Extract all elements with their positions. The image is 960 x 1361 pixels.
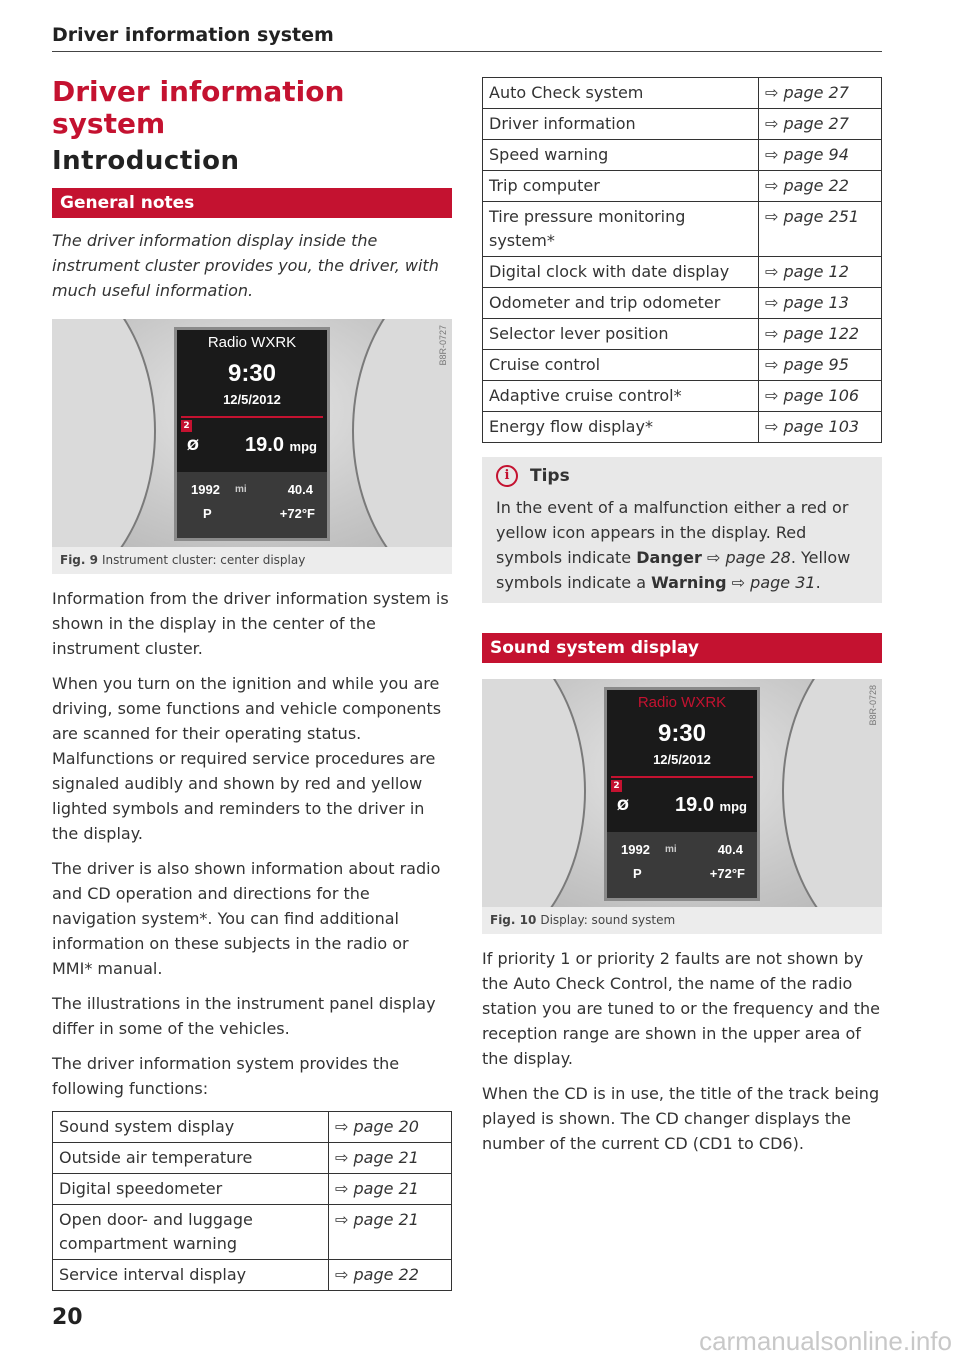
header-rule — [52, 51, 882, 52]
odometer-unit: mi — [665, 844, 677, 855]
page-reference[interactable]: ⇨ page 251 — [759, 202, 882, 257]
table-row — [483, 350, 882, 381]
tips-text — [496, 495, 868, 595]
priority-badge: 2 — [181, 420, 192, 432]
clock-time: 9:30 — [657, 720, 707, 747]
odometer: 1992 — [621, 842, 650, 857]
table-row — [483, 319, 882, 350]
outside-temperature: +72°F — [279, 506, 315, 521]
odometer: 1992 — [191, 482, 220, 497]
function-name: Driver information — [483, 109, 759, 140]
page-reference[interactable]: ⇨ page 27 — [759, 109, 882, 140]
average-icon: Ø — [617, 798, 629, 814]
table-row — [483, 412, 882, 443]
right-column — [482, 77, 882, 1166]
page-reference[interactable]: ⇨ page 122 — [759, 319, 882, 350]
trip-odometer: 40.4 — [287, 482, 313, 497]
chapter-title: Driver information system — [52, 75, 345, 140]
general-notes-bar: General notes — [52, 188, 452, 218]
functions-table-left — [52, 1111, 452, 1291]
page-reference[interactable]: ⇨ page 95 — [759, 350, 882, 381]
paragraph: When you turn on the ignition and while you are driving, some functions and vehicle components are scanned for their operating status. Malfunctions or required service procedures are signaled audibly and shown by red and yellow lighted symbols and reminders to the driver in the display. — [52, 674, 442, 843]
paragraph: The driver information system provides the following functions: — [52, 1054, 400, 1098]
display-bottom-panel — [607, 832, 757, 898]
sound-display-illustration — [482, 679, 882, 907]
figure-id: B8R-0727 — [438, 325, 448, 366]
mpg-value: 19.0 — [245, 434, 284, 456]
page-reference[interactable]: ⇨ page 94 — [759, 140, 882, 171]
function-name: Odometer and trip odometer — [483, 288, 759, 319]
average-icon: Ø — [187, 438, 199, 454]
function-name: Outside air temperature — [53, 1143, 329, 1174]
table-row — [483, 109, 882, 140]
mpg-unit: mpg — [719, 799, 747, 814]
mpg-unit: mpg — [289, 439, 317, 454]
figure-10 — [482, 679, 882, 934]
figure-caption-text: Display: sound system — [540, 913, 676, 927]
red-divider — [611, 776, 753, 778]
sound-system-bar: Sound system display — [482, 633, 882, 663]
tips-title: Tips — [530, 466, 570, 486]
gear-indicator: P — [633, 866, 642, 881]
function-name: Tire pressure monitoring system* — [483, 202, 759, 257]
radio-station: Radio WXRK — [207, 334, 297, 351]
tips-box — [482, 457, 882, 603]
function-name: Digital clock with date display — [483, 257, 759, 288]
figure-number: Fig. 9 — [60, 553, 98, 567]
red-divider — [181, 416, 323, 418]
intro-text: The driver information display inside the instrument cluster provides you, the driver, with much useful information. — [52, 231, 439, 300]
center-display — [174, 327, 330, 541]
right-gauge — [352, 319, 452, 547]
odometer-unit: mi — [235, 484, 247, 495]
center-display — [604, 687, 760, 901]
tips-text-1: In the event of a malfunction either a red or yellow icon appears in the display. Red symbols indicate — [496, 498, 849, 567]
watermark: carmanualsonline.info — [699, 1326, 952, 1356]
tips-text-3: . — [815, 573, 821, 592]
running-header: Driver information system — [52, 24, 334, 46]
paragraph: The driver is also shown information about radio and CD operation and directions for the navigation system*. You can find additional information on these subjects in the radio or MMI* manual. — [52, 859, 441, 978]
left-gauge — [52, 319, 156, 547]
left-column — [52, 72, 452, 1291]
function-name: Adaptive cruise control* — [483, 381, 759, 412]
table-row — [483, 171, 882, 202]
info-icon: i — [496, 465, 518, 487]
figure-caption — [482, 907, 882, 934]
function-name: Cruise control — [483, 350, 759, 381]
figure-id: B8R-0728 — [868, 685, 878, 726]
paragraph: Information from the driver information system is shown in the display in the center of the instrument cluster. — [52, 589, 449, 658]
tips-header — [496, 465, 868, 487]
table-row — [483, 140, 882, 171]
table-row — [53, 1260, 452, 1291]
tips-text-2: . Yellow symbols indicate a — [496, 548, 851, 592]
paragraph: If priority 1 or priority 2 faults are not shown by the Auto Check Control, the name of the radio station you are tuned to or the frequency and the reception range are shown in the upper area of the display. — [482, 949, 880, 1068]
table-row — [53, 1205, 452, 1260]
outside-temperature: +72°F — [709, 866, 745, 881]
paragraph: When the CD is in use, the title of the track being played is shown. The CD changer displays the number of the current CD (CD1 to CD6). — [482, 1084, 880, 1153]
function-name: Sound system display — [53, 1112, 329, 1143]
page-reference[interactable]: ⇨ page 12 — [759, 257, 882, 288]
function-name: Selector lever position — [483, 319, 759, 350]
page-reference[interactable]: ⇨ page 21 — [329, 1205, 452, 1260]
section-title: Introduction — [52, 146, 240, 176]
clock-date: 12/5/2012 — [223, 392, 281, 407]
danger-label: Danger — [636, 548, 702, 567]
figure-number: Fig. 10 — [490, 913, 537, 927]
warning-label: Warning — [651, 573, 727, 592]
priority-badge: 2 — [611, 780, 622, 792]
function-name: Service interval display — [53, 1260, 329, 1291]
page-reference[interactable]: ⇨ page 21 — [329, 1174, 452, 1205]
figure-caption — [52, 547, 452, 574]
clock-time: 9:30 — [227, 360, 277, 387]
fuel-consumption — [675, 794, 747, 817]
table-row — [483, 257, 882, 288]
radio-station: Radio WXRK — [637, 694, 727, 711]
page-reference[interactable]: ⇨ page 22 — [759, 171, 882, 202]
page-number: 20 — [52, 1305, 83, 1330]
mpg-value: 19.0 — [675, 794, 714, 816]
fuel-consumption — [245, 434, 317, 457]
page-reference[interactable]: ⇨ page 21 — [329, 1143, 452, 1174]
functions-table-right — [482, 77, 882, 443]
function-name: Trip computer — [483, 171, 759, 202]
function-name: Energy flow display* — [483, 412, 759, 443]
page-reference[interactable]: ⇨ page 106 — [759, 381, 882, 412]
danger-page-ref[interactable]: ⇨ page 28 — [701, 548, 791, 567]
table-row — [483, 202, 882, 257]
warning-page-ref[interactable]: ⇨ page 31 — [726, 573, 816, 592]
page-reference[interactable]: ⇨ page 103 — [759, 412, 882, 443]
trip-odometer: 40.4 — [717, 842, 743, 857]
gear-indicator: P — [203, 506, 212, 521]
table-row — [53, 1174, 452, 1205]
page-reference[interactable]: ⇨ page 27 — [759, 78, 882, 109]
function-name: Speed warning — [483, 140, 759, 171]
instrument-cluster-illustration — [52, 319, 452, 547]
page-reference[interactable]: ⇨ page 13 — [759, 288, 882, 319]
figure-caption-text: Instrument cluster: center display — [102, 553, 306, 567]
table-row — [53, 1112, 452, 1143]
clock-date: 12/5/2012 — [653, 752, 711, 767]
right-gauge — [782, 679, 882, 907]
table-row — [53, 1143, 452, 1174]
paragraph: The illustrations in the instrument panel display differ in some of the vehicles. — [52, 994, 436, 1038]
page-reference[interactable]: ⇨ page 20 — [329, 1112, 452, 1143]
table-row — [483, 78, 882, 109]
function-name: Open door- and luggage compartment warning — [53, 1205, 329, 1260]
table-row — [483, 381, 882, 412]
left-gauge — [482, 679, 586, 907]
table-row — [483, 288, 882, 319]
page-reference[interactable]: ⇨ page 22 — [329, 1260, 452, 1291]
display-bottom-panel — [177, 472, 327, 538]
figure-9 — [52, 319, 452, 574]
function-name: Digital speedometer — [53, 1174, 329, 1205]
function-name: Auto Check system — [483, 78, 759, 109]
